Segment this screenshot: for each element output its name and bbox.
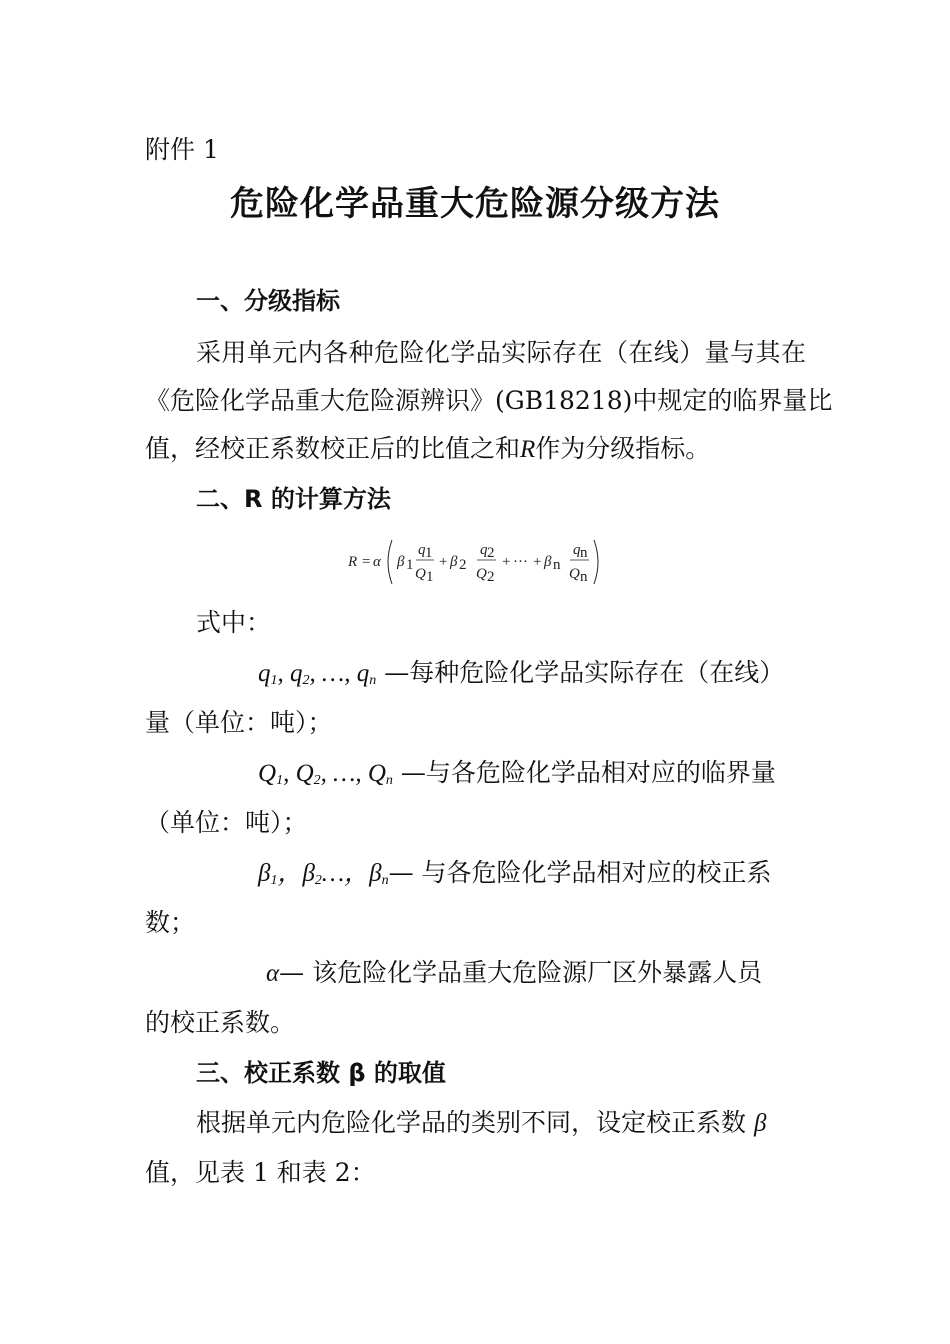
formula-beta-n-sub: n [553, 557, 561, 573]
formula-plus-3: + [533, 554, 542, 570]
formula-alpha: α [373, 554, 381, 570]
formula-eq: = [362, 554, 371, 570]
formula-q1: q [418, 542, 426, 558]
def-beta-text: — 与各危险化学品相对应的校正系 [388, 858, 772, 887]
section-2-heading: 二、R 的计算方法 [196, 485, 391, 513]
r-formula [340, 532, 610, 592]
formula-Qn-sub: n [580, 569, 588, 585]
formula-beta-n: β [544, 554, 552, 570]
section-3-para-line-1 [196, 1106, 766, 1141]
Q-symbols: $Q_1$, $Q_2$, …, $Q_n$ [258, 760, 393, 788]
formula-left-paren [388, 540, 392, 584]
formula-qn-sub: n [580, 545, 588, 561]
formula-plus-1: + [439, 554, 448, 570]
section-1-tail: 作为分级指标。 [535, 434, 711, 463]
formula-dots: ··· [513, 554, 528, 570]
beta-symbol: β [753, 1110, 767, 1137]
def-Q-line [258, 756, 776, 798]
section-3-para-line-2: 值，见表 1 和表 2： [145, 1158, 376, 1187]
def-Q-text: —与各危险化学品相对应的临界量 [400, 758, 776, 787]
formula-beta-2: β [450, 554, 458, 570]
def-alpha-line [266, 956, 762, 991]
def-Q-cont: （单位：吨）； [145, 808, 308, 837]
formula-q2: q [480, 542, 488, 558]
def-alpha-cont: 的校正系数。 [145, 1008, 296, 1037]
def-alpha-text: — 该危险化学品重大危险源厂区外暴露人员 [279, 958, 763, 987]
alpha-symbol: α [266, 960, 280, 987]
attachment-label: 附件 1 [145, 135, 219, 164]
formula-Qn: Q [569, 566, 580, 582]
section-1-para-line-1: 采用单元内各种危险化学品实际存在（在线）量与其在 [196, 338, 806, 367]
def-beta-line [258, 856, 772, 898]
formula-Q2: Q [476, 566, 487, 582]
formula-beta-1-sub: 1 [406, 557, 414, 573]
section-1-heading: 一、分级指标 [196, 287, 340, 315]
section-1-para-line-2: 《危险化学品重大危险源辨识》(GB18218)中规定的临界量比 [145, 386, 833, 415]
formula-beta-1: β [397, 554, 405, 570]
section-3-text: 根据单元内危险化学品的类别不同，设定校正系数 [196, 1108, 747, 1137]
section-1-para-line-3 [145, 432, 710, 467]
beta-symbols: $\beta_1$，$\beta_2\dots$，$\beta_n$ [258, 860, 389, 888]
def-q-line [258, 656, 784, 698]
section-1-text: 值，经校正系数校正后的比值之和 [145, 434, 521, 463]
r-symbol: R [520, 436, 536, 463]
formula-right-paren [594, 540, 598, 584]
q-symbols: $q_1$, $q_2$, …, $q_n$ [258, 660, 377, 688]
formula-beta-2-sub: 2 [459, 557, 467, 573]
formula-Q2-sub: 2 [487, 569, 495, 585]
def-beta-cont: 数； [145, 908, 196, 937]
formula-Q1-sub: 1 [426, 569, 434, 585]
formula-qn: q [573, 542, 581, 558]
formula-r: R [348, 554, 358, 570]
def-q-cont: 量（单位：吨）； [145, 708, 333, 737]
def-q-text: —每种危险化学品实际存在（在线） [384, 658, 785, 687]
formula-plus-2: + [502, 554, 511, 570]
page-title: 危险化学品重大危险源分级方法 [230, 184, 720, 224]
section-3-heading: 三、校正系数 β 的取值 [196, 1059, 446, 1087]
formula-q1-sub: 1 [425, 545, 433, 561]
formula-q2-sub: 2 [487, 545, 495, 561]
formula-Q1: Q [415, 566, 426, 582]
where-label: 式中： [196, 608, 272, 637]
